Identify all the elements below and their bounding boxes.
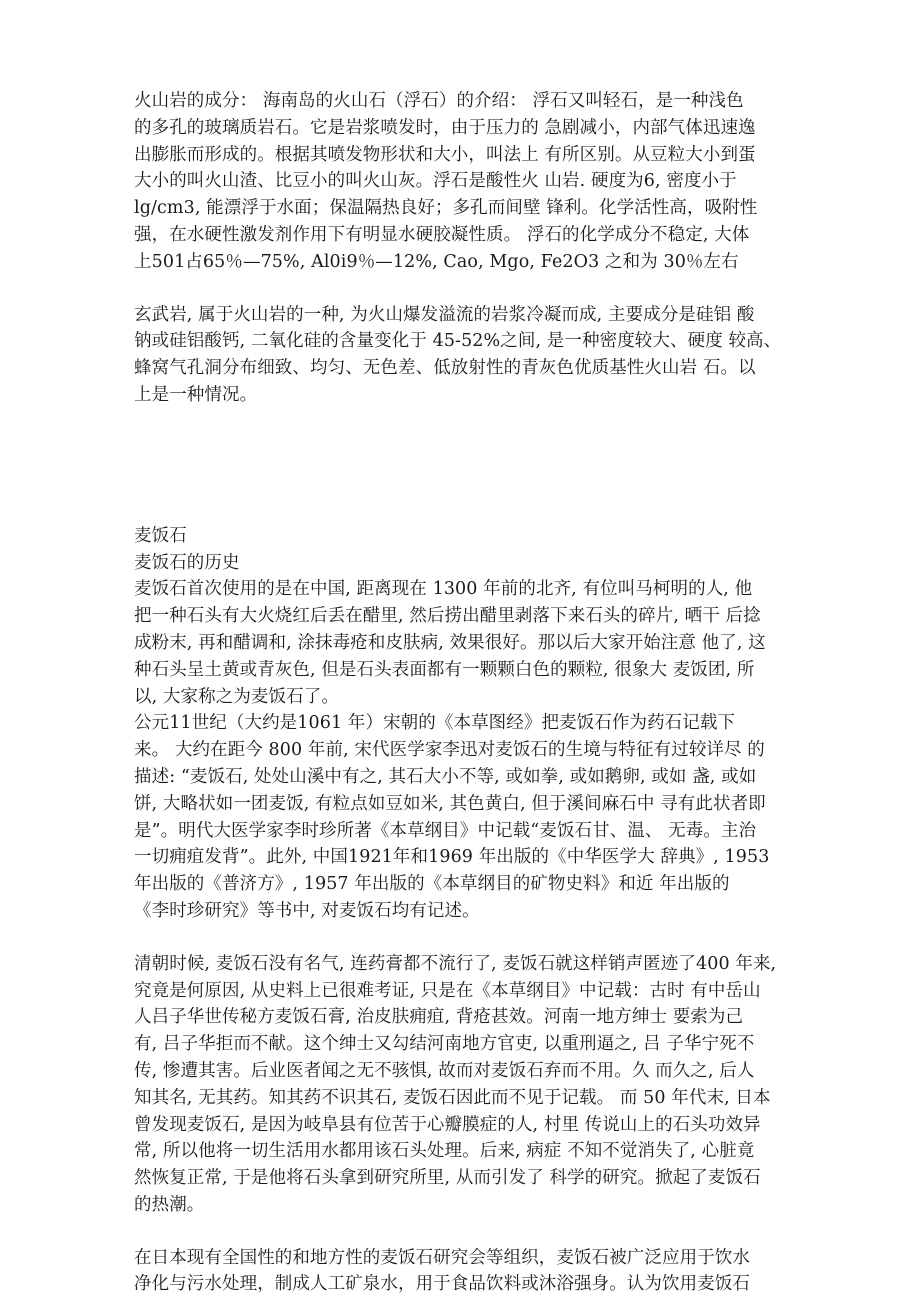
text-line: 在日本现有全国性的和地方性的麦饭石研究会等组织，麦饭石被广泛应用于饮水 <box>134 1247 750 1268</box>
text-line: 蜂窝气孔洞分布细致、均匀、无色差、低放射性的青灰色优质基性火山岩 石。以 <box>134 358 756 379</box>
section-title: 麦饭石 <box>134 525 187 546</box>
pumice-intro-paragraph <box>134 88 814 276</box>
text-line: 钠或硅铝酸钙, 二氧化硅的含量变化于 45-52%之间, 是一种密度较大、硬度 较高、 <box>134 331 782 352</box>
text-line: 描述: “麦饭石, 处处山溪中有之, 其石大小不等, 或如拳, 或如鹅卵, 或如 盏, 或如 <box>134 766 757 787</box>
text-line: 人吕子华世传秘方麦饭石膏, 治皮肤痈疽, 背疮甚效。河南一地方绅士 要索为己 <box>134 1007 744 1028</box>
text-line: 一切痈疽发背”。此外, 中国1921年和1969 年出版的《中华医学大 辞典》, 1953 <box>134 847 770 868</box>
maifan-records-paragraph <box>134 710 814 924</box>
paragraph-gap <box>134 276 814 302</box>
text-line: 然恢复正常, 于是他将石头拿到研究所里, 从而引发了 科学的研究。掀起了麦饭石 <box>134 1168 761 1189</box>
text-line: 大小的叫火山渣、比豆小的叫火山灰。浮石是酸性火 山岩. 硬度为6, 密度小于 <box>134 171 737 192</box>
text-line: 年出版的《普济方》, 1957 年出版的《本草纲目的矿物史料》和近 年出版的 <box>134 874 730 895</box>
text-line: 传, 惨遭其害。后业医者闻之无不骇惧, 故而对麦饭石弃而不用。久 而久之, 后人 <box>134 1060 755 1081</box>
text-line: 麦饭石首次使用的是在中国, 距离现在 1300 年前的北齐, 有位叫马柯明的人, 他 <box>134 579 753 600</box>
text-line: 究竟是何原因, 从史料上已很难考证, 只是在《本草纲目》中记载：古时 有中岳山 <box>134 980 761 1001</box>
text-line: 饼, 大略状如一团麦饭, 有粒点如豆如米, 其色黄白, 但于溪间麻石中 寻有此状者即 <box>134 793 766 814</box>
text-line: 以, 大家称之为麦饭石了。 <box>134 686 339 707</box>
text-line: 成粉末, 再和醋调和, 涂抹毒疮和皮肤病, 效果很好。那以后大家开始注意 他了, 这 <box>134 632 766 653</box>
text-line: 把一种石头有大火烧红后丢在醋里, 然后捞出醋里剥落下来石头的碎片, 晒干 后捻 <box>134 606 761 627</box>
text-line: 曾发现麦饭石, 是因为岐阜县有位苦于心瓣膜症的人, 村里 传说山上的石头功效异 <box>134 1114 761 1135</box>
maifan-section <box>134 523 814 1299</box>
text-line: 净化与污水处理，制成人工矿泉水，用于食品饮料或沐浴强身。认为饮用麦饭石 <box>134 1274 750 1295</box>
text-line: 的多孔的玻璃质岩石。它是岩浆喷发时，由于压力的 急剧减小，内部气体迅速逸 <box>134 117 756 138</box>
paragraph-gap <box>134 925 814 951</box>
text-line: 上501占65％—75%, Al0i9％—12%, Cao, Mgo, Fe2O3 之和为 30％左右 <box>134 251 739 272</box>
text-line: 常, 所以他将一切生活用水都用该石头处理。后来, 病症 不知不觉消失了, 心脏竟 <box>134 1141 755 1162</box>
section-subtitle: 麦饭石的历史 <box>134 552 240 573</box>
text-line: 有, 吕子华拒而不献。这个绅士又勾结河南地方官吏, 以重刑逼之, 吕 子华宁死不 <box>134 1034 755 1055</box>
section-gap <box>134 409 814 523</box>
text-line: 种石头呈土黄或青灰色, 但是石头表面都有一颗颗白色的颗粒, 很象大 麦饭团, 所 <box>134 659 755 680</box>
basalt-paragraph <box>134 302 814 409</box>
maifan-japan-paragraph <box>134 1245 814 1299</box>
text-line: 强，在水硬性激发剂作用下有明显水硬胶凝性质。 浮石的化学成分不稳定, 大体 <box>134 224 750 245</box>
text-line: 知其名, 无其药。知其药不识其石, 麦饭石因此而不见于记载。 而 50 年代末, 日本 <box>134 1087 771 1108</box>
text-line: 清朝时候, 麦饭石没有名气, 连药膏都不流行了, 麦饭石就这样销声匿迹了400 年来, <box>134 953 777 974</box>
text-line: 玄武岩, 属于火山岩的一种, 为火山爆发溢流的岩浆冷凝而成, 主要成分是硅铝 酸 <box>134 304 755 325</box>
text-line: lg/cm3, 能漂浮于水面；保温隔热良好；多孔而间壁 锋利。化学活性高，吸附性 <box>134 198 758 219</box>
text-line: 来。 大约在距今 800 年前, 宋代医学家李迅对麦饭石的生境与特征有过较详尽 的 <box>134 740 765 761</box>
maifan-history-paragraph <box>134 576 814 710</box>
document-page <box>134 88 814 1298</box>
text-line: 的热潮。 <box>134 1194 205 1215</box>
text-line: 是”。明代大医学家李时珍所著《本草纲目》中记载“麦饭石甘、温、 无毒。主治 <box>134 820 757 841</box>
text-line: 出膨胀而形成的。根据其喷发物形状和大小，叫法上 有所区别。从豆粒大小到蛋 <box>134 144 756 165</box>
text-line: 火山岩的成分： 海南岛的火山石（浮石）的介绍： 浮石又叫轻石，是一种浅色 <box>134 91 744 111</box>
maifan-qing-paragraph <box>134 951 814 1219</box>
text-line: 公元11世纪（大约是1061 年）宋朝的《本草图经》把麦饭石作为药石记载下 <box>134 713 736 734</box>
text-line: 上是一种情况。 <box>134 384 258 405</box>
text-line: 《李时珍研究》等书中, 对麦饭石均有记述。 <box>134 900 480 921</box>
paragraph-gap <box>134 1219 814 1245</box>
